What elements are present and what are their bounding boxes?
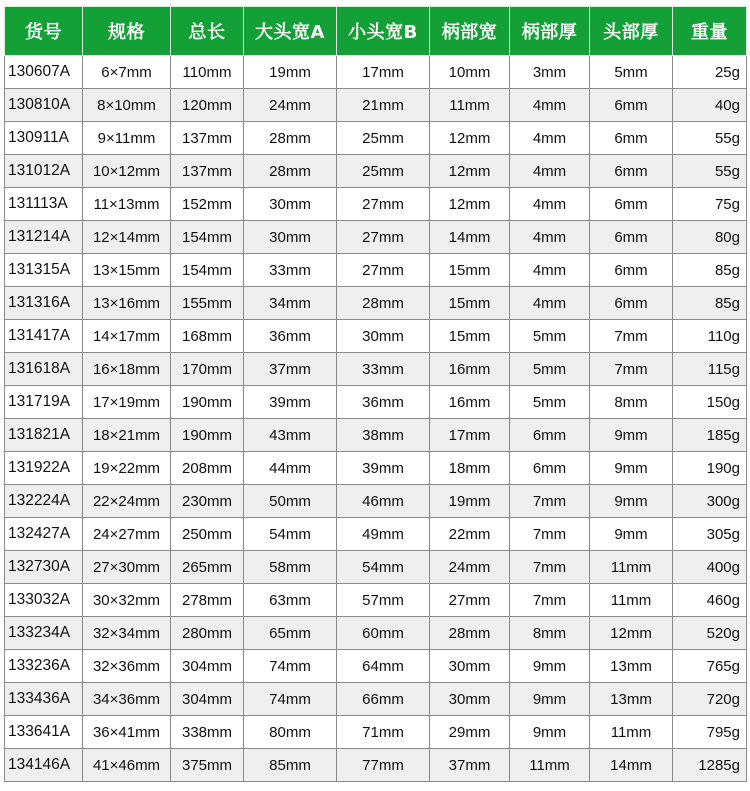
- size-cell: 32×36mm: [83, 650, 171, 683]
- large-head-width-cell: 19mm: [244, 56, 337, 89]
- weight-cell: 720g: [673, 683, 747, 716]
- small-head-width-cell: 54mm: [337, 551, 430, 584]
- handle-width-cell: 18mm: [430, 452, 510, 485]
- handle-width-cell: 15mm: [430, 254, 510, 287]
- total-length-cell: 304mm: [171, 650, 244, 683]
- table-row: [5, 716, 747, 749]
- item-number-cell: 131113A: [5, 188, 83, 221]
- large-head-width-cell: 28mm: [244, 155, 337, 188]
- table-body: [5, 56, 747, 782]
- handle-thickness-cell: 11mm: [510, 749, 590, 782]
- large-head-width-cell: 39mm: [244, 386, 337, 419]
- total-length-cell: 190mm: [171, 419, 244, 452]
- size-cell: 17×19mm: [83, 386, 171, 419]
- size-cell: 24×27mm: [83, 518, 171, 551]
- small-head-width-cell: 27mm: [337, 221, 430, 254]
- item-number-cell: 131316A: [5, 287, 83, 320]
- handle-thickness-cell: 5mm: [510, 320, 590, 353]
- handle-width-cell: 15mm: [430, 320, 510, 353]
- large-head-width-cell: 80mm: [244, 716, 337, 749]
- size-cell: 34×36mm: [83, 683, 171, 716]
- total-length-cell: 230mm: [171, 485, 244, 518]
- weight-cell: 55g: [673, 122, 747, 155]
- large-head-width-cell: 74mm: [244, 650, 337, 683]
- head-thickness-cell: 11mm: [590, 584, 673, 617]
- item-number-cell: 134146A: [5, 749, 83, 782]
- item-number-cell: 131417A: [5, 320, 83, 353]
- size-cell: 22×24mm: [83, 485, 171, 518]
- weight-cell: 305g: [673, 518, 747, 551]
- total-length-cell: 154mm: [171, 254, 244, 287]
- header-large-head-width: 大头宽A: [244, 7, 337, 56]
- total-length-cell: 250mm: [171, 518, 244, 551]
- handle-thickness-cell: 3mm: [510, 56, 590, 89]
- size-cell: 12×14mm: [83, 221, 171, 254]
- size-cell: 9×11mm: [83, 122, 171, 155]
- large-head-width-cell: 36mm: [244, 320, 337, 353]
- handle-width-cell: 19mm: [430, 485, 510, 518]
- item-number-cell: 130911A: [5, 122, 83, 155]
- large-head-width-cell: 43mm: [244, 419, 337, 452]
- total-length-cell: 170mm: [171, 353, 244, 386]
- head-thickness-cell: 12mm: [590, 617, 673, 650]
- item-number-cell: 131012A: [5, 155, 83, 188]
- head-thickness-cell: 9mm: [590, 419, 673, 452]
- handle-thickness-cell: 6mm: [510, 452, 590, 485]
- handle-thickness-cell: 4mm: [510, 89, 590, 122]
- small-head-width-cell: 28mm: [337, 287, 430, 320]
- size-cell: 19×22mm: [83, 452, 171, 485]
- handle-width-cell: 15mm: [430, 287, 510, 320]
- small-head-width-cell: 25mm: [337, 122, 430, 155]
- item-number-cell: 131719A: [5, 386, 83, 419]
- size-cell: 18×21mm: [83, 419, 171, 452]
- header-size: 规格: [83, 7, 171, 56]
- item-number-cell: 133641A: [5, 716, 83, 749]
- size-cell: 30×32mm: [83, 584, 171, 617]
- large-head-width-cell: 34mm: [244, 287, 337, 320]
- weight-cell: 520g: [673, 617, 747, 650]
- handle-width-cell: 11mm: [430, 89, 510, 122]
- handle-thickness-cell: 9mm: [510, 716, 590, 749]
- small-head-width-cell: 33mm: [337, 353, 430, 386]
- handle-thickness-cell: 4mm: [510, 155, 590, 188]
- large-head-width-cell: 37mm: [244, 353, 337, 386]
- handle-width-cell: 12mm: [430, 122, 510, 155]
- head-thickness-cell: 6mm: [590, 89, 673, 122]
- head-thickness-cell: 11mm: [590, 716, 673, 749]
- head-thickness-cell: 9mm: [590, 485, 673, 518]
- table-row: [5, 683, 747, 716]
- handle-width-cell: 12mm: [430, 188, 510, 221]
- table-row: [5, 551, 747, 584]
- total-length-cell: 152mm: [171, 188, 244, 221]
- large-head-width-cell: 54mm: [244, 518, 337, 551]
- total-length-cell: 137mm: [171, 155, 244, 188]
- weight-cell: 85g: [673, 254, 747, 287]
- small-head-width-cell: 25mm: [337, 155, 430, 188]
- head-thickness-cell: 6mm: [590, 188, 673, 221]
- table-row: [5, 188, 747, 221]
- table-row: [5, 155, 747, 188]
- total-length-cell: 155mm: [171, 287, 244, 320]
- small-head-width-cell: 36mm: [337, 386, 430, 419]
- small-head-width-cell: 64mm: [337, 650, 430, 683]
- head-thickness-cell: 6mm: [590, 287, 673, 320]
- handle-thickness-cell: 4mm: [510, 122, 590, 155]
- handle-width-cell: 22mm: [430, 518, 510, 551]
- table-row: [5, 56, 747, 89]
- table-row: [5, 518, 747, 551]
- weight-cell: 300g: [673, 485, 747, 518]
- head-thickness-cell: 13mm: [590, 683, 673, 716]
- handle-thickness-cell: 4mm: [510, 188, 590, 221]
- head-thickness-cell: 7mm: [590, 353, 673, 386]
- table-row: [5, 650, 747, 683]
- weight-cell: 795g: [673, 716, 747, 749]
- large-head-width-cell: 65mm: [244, 617, 337, 650]
- handle-thickness-cell: 7mm: [510, 518, 590, 551]
- small-head-width-cell: 77mm: [337, 749, 430, 782]
- head-thickness-cell: 6mm: [590, 155, 673, 188]
- size-cell: 16×18mm: [83, 353, 171, 386]
- weight-cell: 25g: [673, 56, 747, 89]
- item-number-cell: 133436A: [5, 683, 83, 716]
- weight-cell: 40g: [673, 89, 747, 122]
- large-head-width-cell: 50mm: [244, 485, 337, 518]
- size-cell: 27×30mm: [83, 551, 171, 584]
- large-head-width-cell: 30mm: [244, 188, 337, 221]
- head-thickness-cell: 9mm: [590, 452, 673, 485]
- size-cell: 41×46mm: [83, 749, 171, 782]
- head-thickness-cell: 7mm: [590, 320, 673, 353]
- large-head-width-cell: 63mm: [244, 584, 337, 617]
- total-length-cell: 375mm: [171, 749, 244, 782]
- total-length-cell: 304mm: [171, 683, 244, 716]
- large-head-width-cell: 58mm: [244, 551, 337, 584]
- size-cell: 8×10mm: [83, 89, 171, 122]
- size-cell: 10×12mm: [83, 155, 171, 188]
- table-row: [5, 221, 747, 254]
- handle-width-cell: 37mm: [430, 749, 510, 782]
- weight-cell: 115g: [673, 353, 747, 386]
- total-length-cell: 110mm: [171, 56, 244, 89]
- total-length-cell: 278mm: [171, 584, 244, 617]
- weight-cell: 110g: [673, 320, 747, 353]
- handle-width-cell: 16mm: [430, 353, 510, 386]
- head-thickness-cell: 6mm: [590, 221, 673, 254]
- small-head-width-cell: 39mm: [337, 452, 430, 485]
- spec-table: [4, 6, 747, 782]
- head-thickness-cell: 5mm: [590, 56, 673, 89]
- large-head-width-cell: 33mm: [244, 254, 337, 287]
- table-row: [5, 287, 747, 320]
- handle-thickness-cell: 7mm: [510, 485, 590, 518]
- weight-cell: 150g: [673, 386, 747, 419]
- total-length-cell: 190mm: [171, 386, 244, 419]
- table-row: [5, 353, 747, 386]
- size-cell: 14×17mm: [83, 320, 171, 353]
- weight-cell: 190g: [673, 452, 747, 485]
- handle-width-cell: 27mm: [430, 584, 510, 617]
- handle-width-cell: 24mm: [430, 551, 510, 584]
- header-handle-width: 柄部宽: [430, 7, 510, 56]
- total-length-cell: 154mm: [171, 221, 244, 254]
- small-head-width-cell: 38mm: [337, 419, 430, 452]
- head-thickness-cell: 6mm: [590, 254, 673, 287]
- header-small-head-width: 小头宽B: [337, 7, 430, 56]
- table-row: [5, 89, 747, 122]
- weight-cell: 765g: [673, 650, 747, 683]
- handle-width-cell: 17mm: [430, 419, 510, 452]
- handle-width-cell: 10mm: [430, 56, 510, 89]
- item-number-cell: 130607A: [5, 56, 83, 89]
- weight-cell: 400g: [673, 551, 747, 584]
- small-head-width-cell: 49mm: [337, 518, 430, 551]
- head-thickness-cell: 14mm: [590, 749, 673, 782]
- total-length-cell: 168mm: [171, 320, 244, 353]
- small-head-width-cell: 71mm: [337, 716, 430, 749]
- small-head-width-cell: 27mm: [337, 254, 430, 287]
- weight-cell: 80g: [673, 221, 747, 254]
- item-number-cell: 132224A: [5, 485, 83, 518]
- item-number-cell: 131315A: [5, 254, 83, 287]
- total-length-cell: 265mm: [171, 551, 244, 584]
- handle-thickness-cell: 8mm: [510, 617, 590, 650]
- large-head-width-cell: 24mm: [244, 89, 337, 122]
- table-row: [5, 749, 747, 782]
- head-thickness-cell: 13mm: [590, 650, 673, 683]
- small-head-width-cell: 57mm: [337, 584, 430, 617]
- weight-cell: 85g: [673, 287, 747, 320]
- large-head-width-cell: 30mm: [244, 221, 337, 254]
- item-number-cell: 131821A: [5, 419, 83, 452]
- handle-thickness-cell: 4mm: [510, 221, 590, 254]
- total-length-cell: 120mm: [171, 89, 244, 122]
- header-handle-thickness: 柄部厚: [510, 7, 590, 56]
- header-total-length: 总长: [171, 7, 244, 56]
- handle-thickness-cell: 5mm: [510, 353, 590, 386]
- handle-width-cell: 28mm: [430, 617, 510, 650]
- size-cell: 11×13mm: [83, 188, 171, 221]
- item-number-cell: 133234A: [5, 617, 83, 650]
- total-length-cell: 208mm: [171, 452, 244, 485]
- header-head-thickness: 头部厚: [590, 7, 673, 56]
- table-row: [5, 584, 747, 617]
- item-number-cell: 133236A: [5, 650, 83, 683]
- small-head-width-cell: 60mm: [337, 617, 430, 650]
- table-row: [5, 485, 747, 518]
- size-cell: 13×15mm: [83, 254, 171, 287]
- handle-width-cell: 29mm: [430, 716, 510, 749]
- header-weight: 重量: [673, 7, 747, 56]
- size-cell: 6×7mm: [83, 56, 171, 89]
- handle-thickness-cell: 9mm: [510, 650, 590, 683]
- item-number-cell: 131214A: [5, 221, 83, 254]
- size-cell: 36×41mm: [83, 716, 171, 749]
- large-head-width-cell: 28mm: [244, 122, 337, 155]
- handle-thickness-cell: 7mm: [510, 584, 590, 617]
- size-cell: 13×16mm: [83, 287, 171, 320]
- handle-width-cell: 12mm: [430, 155, 510, 188]
- item-number-cell: 131922A: [5, 452, 83, 485]
- handle-thickness-cell: 5mm: [510, 386, 590, 419]
- large-head-width-cell: 44mm: [244, 452, 337, 485]
- large-head-width-cell: 85mm: [244, 749, 337, 782]
- total-length-cell: 338mm: [171, 716, 244, 749]
- handle-width-cell: 30mm: [430, 683, 510, 716]
- table-row: [5, 320, 747, 353]
- table-row: [5, 254, 747, 287]
- small-head-width-cell: 17mm: [337, 56, 430, 89]
- item-number-cell: 132427A: [5, 518, 83, 551]
- handle-width-cell: 30mm: [430, 650, 510, 683]
- table-row: [5, 122, 747, 155]
- small-head-width-cell: 30mm: [337, 320, 430, 353]
- head-thickness-cell: 8mm: [590, 386, 673, 419]
- handle-thickness-cell: 4mm: [510, 254, 590, 287]
- head-thickness-cell: 9mm: [590, 518, 673, 551]
- item-number-cell: 133032A: [5, 584, 83, 617]
- header-item-number: 货号: [5, 7, 83, 56]
- small-head-width-cell: 66mm: [337, 683, 430, 716]
- size-cell: 32×34mm: [83, 617, 171, 650]
- item-number-cell: 130810A: [5, 89, 83, 122]
- weight-cell: 185g: [673, 419, 747, 452]
- total-length-cell: 137mm: [171, 122, 244, 155]
- total-length-cell: 280mm: [171, 617, 244, 650]
- handle-thickness-cell: 7mm: [510, 551, 590, 584]
- head-thickness-cell: 11mm: [590, 551, 673, 584]
- table-row: [5, 419, 747, 452]
- handle-width-cell: 16mm: [430, 386, 510, 419]
- head-thickness-cell: 6mm: [590, 122, 673, 155]
- table-row: [5, 617, 747, 650]
- handle-thickness-cell: 6mm: [510, 419, 590, 452]
- weight-cell: 1285g: [673, 749, 747, 782]
- weight-cell: 460g: [673, 584, 747, 617]
- weight-cell: 55g: [673, 155, 747, 188]
- header-row: [5, 7, 747, 56]
- small-head-width-cell: 46mm: [337, 485, 430, 518]
- table-row: [5, 386, 747, 419]
- handle-width-cell: 14mm: [430, 221, 510, 254]
- small-head-width-cell: 21mm: [337, 89, 430, 122]
- small-head-width-cell: 27mm: [337, 188, 430, 221]
- item-number-cell: 132730A: [5, 551, 83, 584]
- handle-thickness-cell: 9mm: [510, 683, 590, 716]
- weight-cell: 75g: [673, 188, 747, 221]
- item-number-cell: 131618A: [5, 353, 83, 386]
- large-head-width-cell: 74mm: [244, 683, 337, 716]
- table-row: [5, 452, 747, 485]
- handle-thickness-cell: 4mm: [510, 287, 590, 320]
